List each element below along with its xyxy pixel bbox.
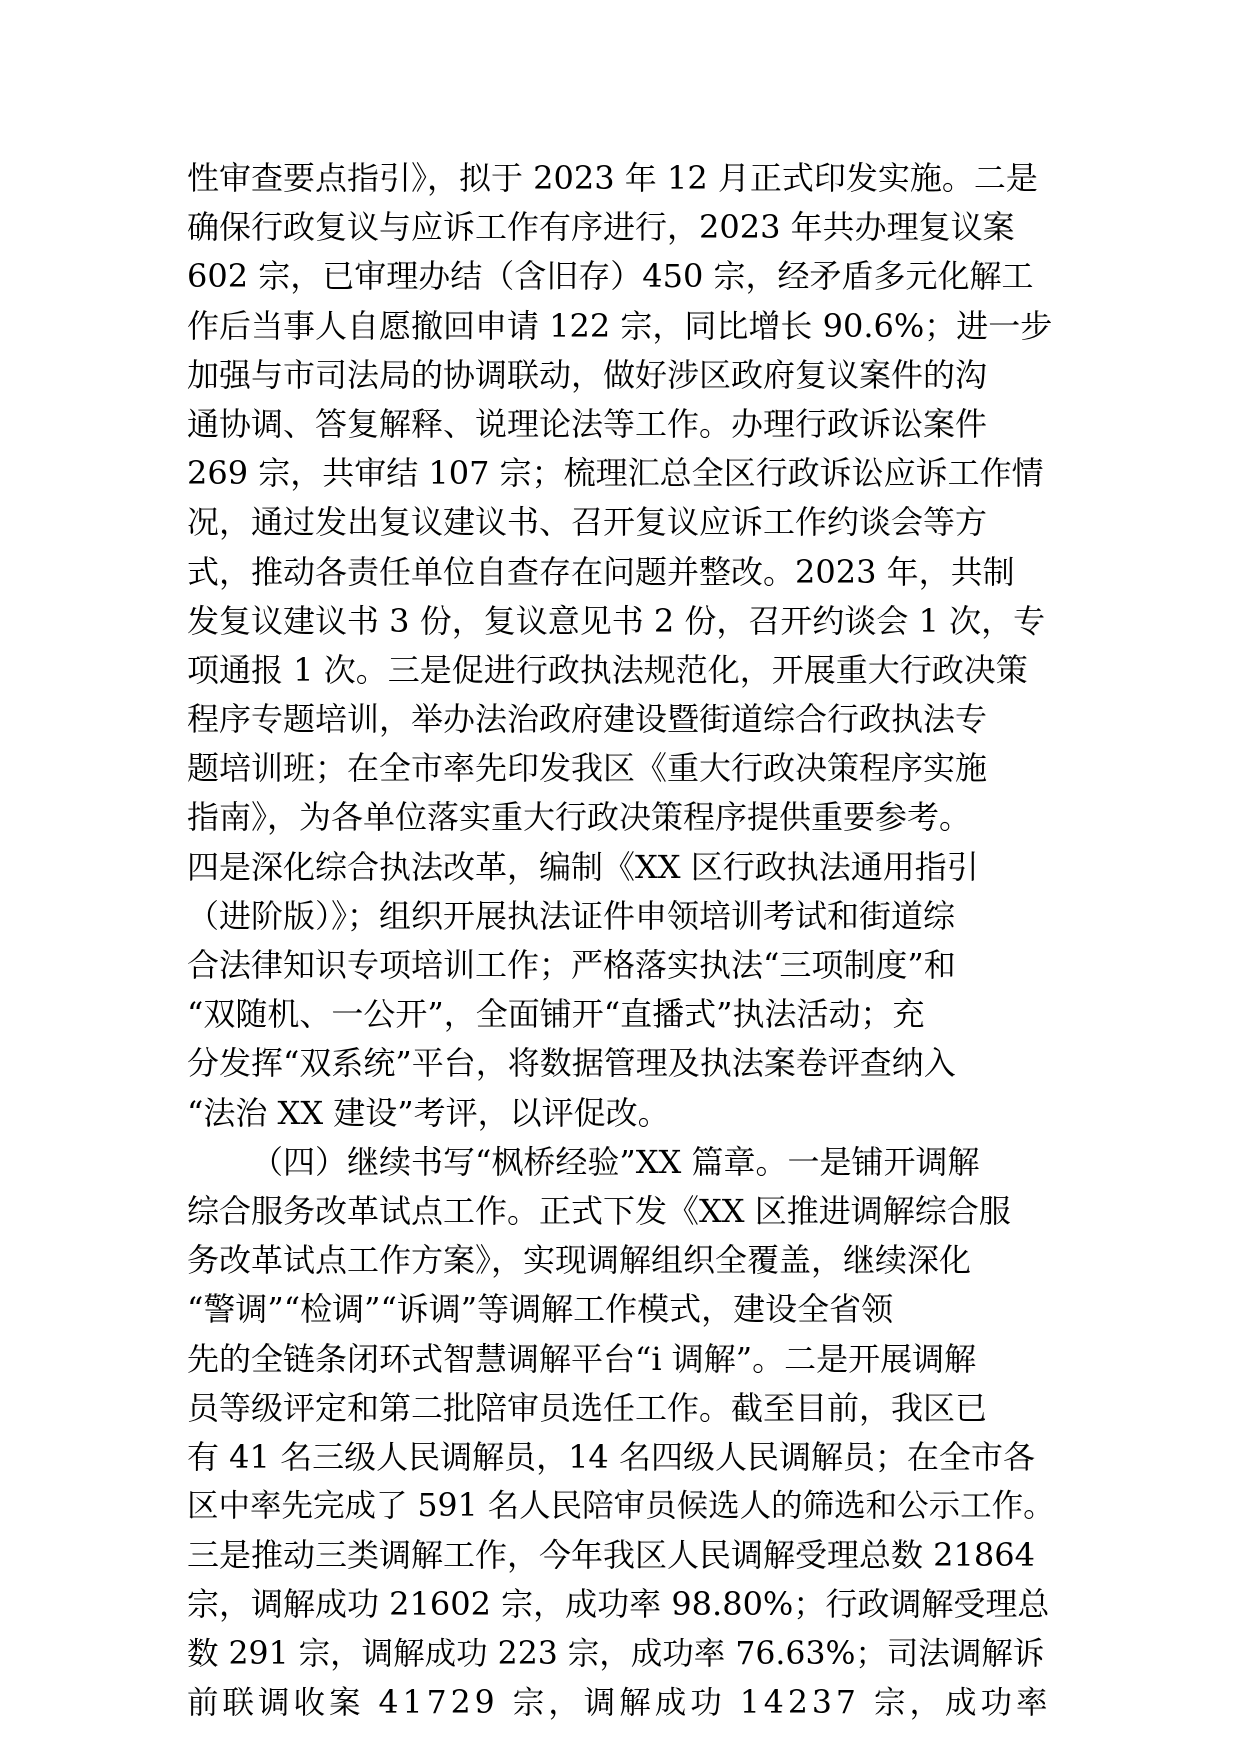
paragraph-line: 员等级评定和第二批陪审员选任工作。截至目前，我区已: [187, 1388, 988, 1427]
paragraph-line: 四是深化综合执法改革，编制《XX 区行政执法通用指引: [187, 847, 979, 886]
paragraph-line: 269 宗，共审结 107 宗；梳理汇总全区行政诉讼应诉工作情: [187, 454, 1044, 493]
paragraph-line: 区中率先完成了 591 名人民陪审员候选人的筛选和公示工作。: [187, 1488, 1055, 1525]
paragraph-line: 程序专题培训，举办法治政府建设暨街道综合行政执法专: [187, 700, 988, 739]
paragraph-line: 有 41 名三级人民调解员，14 名四级人民调解员；在全市各: [187, 1437, 1035, 1476]
paragraph-line: 宗，调解成功 21602 宗，成功率 98.80%；行政调解受理总: [187, 1585, 1050, 1624]
paragraph-line: 题培训班；在全市率先印发我区《重大行政决策程序实施: [187, 749, 988, 788]
paragraph-line: 发复议建议书 3 份，复议意见书 2 份，召开约谈会 1 次，专: [187, 601, 1046, 640]
paragraph-line: 况，通过发出复议建议书、召开复议应诉工作约谈会等方: [187, 503, 988, 542]
paragraph-line: 加强与市司法局的协调联动，做好涉区政府复议案件的沟: [187, 355, 988, 394]
paragraph-line: 务改革试点工作方案》，实现调解组织全覆盖，继续深化: [187, 1241, 972, 1280]
paragraph-line: “警调”“检调”“诉调”等调解工作模式，建设全省领: [187, 1290, 894, 1329]
paragraph-line: （进阶版）》；组织开展执法证件申领培训考试和街道综: [187, 896, 956, 935]
paragraph-line: “双随机、一公开”，全面铺开“直播式”执法活动；充: [187, 995, 925, 1034]
section-heading-line: （四）继续书写“枫桥经验”XX 篇章。一是铺开调解: [251, 1142, 980, 1181]
paragraph-line: 综合服务改革试点工作。正式下发《XX 区推进调解综合服: [187, 1191, 1011, 1230]
paragraph-line: “法治 XX 建设”考评，以评促改。: [187, 1093, 670, 1132]
paragraph-line: 式，推动各责任单位自查存在问题并整改。2023 年，共制: [187, 552, 1015, 591]
paragraph-line: 通协调、答复解释、说理论法等工作。办理行政诉讼案件: [187, 404, 988, 443]
paragraph-line: 作后当事人自愿撤回申请 122 宗，同比增长 90.6%；进一步: [187, 306, 1053, 345]
paragraph-line: 前联调收案 41729 宗，调解成功 14237 宗，成功率: [187, 1684, 1052, 1721]
paragraph-line: 分发挥“双系统”平台，将数据管理及执法案卷评查纳入: [187, 1044, 956, 1083]
body-text: [187, 154, 1057, 1728]
paragraph-line: 指南》，为各单位落实重大行政决策程序提供重要参考。: [187, 798, 972, 837]
paragraph-line: 数 291 宗，调解成功 223 宗，成功率 76.63%；司法调解诉: [187, 1635, 1045, 1672]
paragraph-line: 项通报 1 次。三是促进行政执法规范化，开展重大行政决策: [187, 650, 1028, 689]
paragraph-line: 先的全链条闭环式智慧调解平台“i 调解”。二是开展调解: [187, 1339, 977, 1378]
paragraph-line: 确保行政复议与应诉工作有序进行，2023 年共办理复议案: [187, 208, 1015, 247]
paragraph-line: 三是推动三类调解工作，今年我区人民调解受理总数 21864: [187, 1536, 1035, 1575]
paragraph-line: 性审查要点指引》，拟于 2023 年 12 月正式印发实施。二是: [187, 159, 1038, 197]
paragraph-line: 602 宗，已审理办结（含旧存）450 宗，经矛盾多元化解工: [187, 257, 1034, 296]
paragraph-line: 合法律知识专项培训工作；严格落实执法“三项制度”和: [187, 946, 956, 984]
